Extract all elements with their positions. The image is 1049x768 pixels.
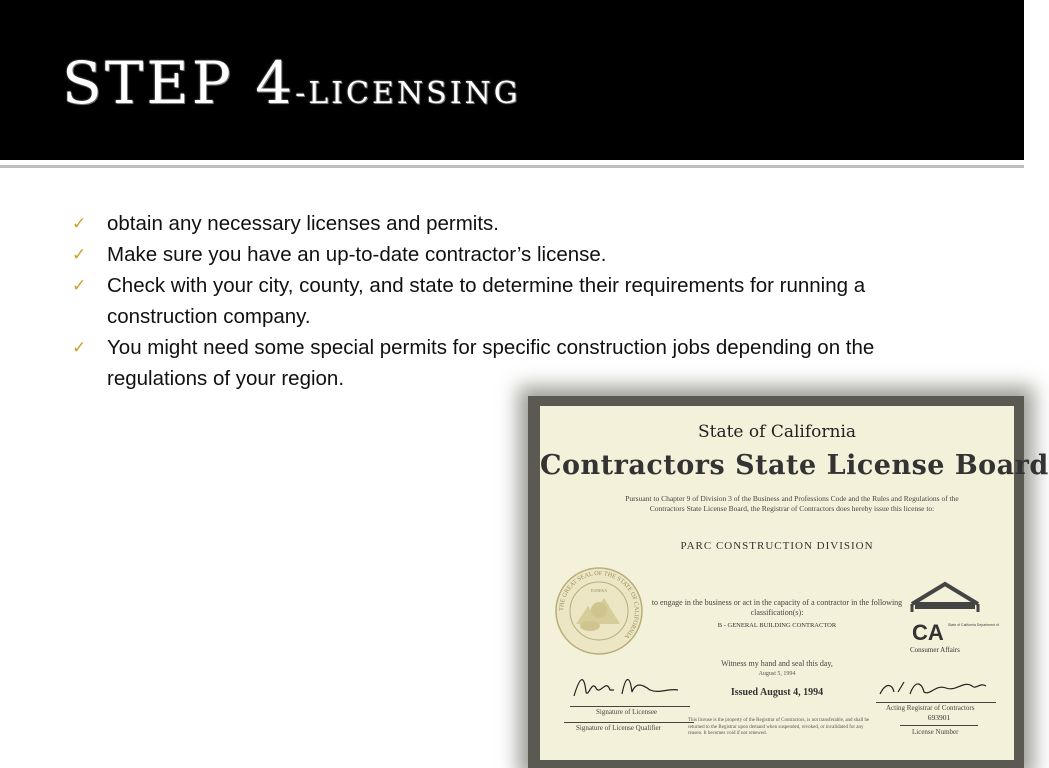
certificate-engage-text: to engage in the business or act in the capacity of a contractor in the following classification(s):	[651, 598, 903, 617]
seal-motto: EUREKA	[590, 588, 608, 593]
cslb-logo-icon	[906, 576, 999, 668]
certificate-board: Contractors State License Board	[540, 450, 1049, 481]
slide-title-suffix: -LICENSING	[295, 76, 521, 111]
slide-title	[62, 49, 521, 117]
seal-text: THE GREAT SEAL OF THE STATE OF CALIFORNIA	[557, 569, 641, 640]
license-number: 693901	[927, 713, 951, 722]
license-number-line	[900, 725, 978, 726]
state-seal-icon	[554, 566, 644, 656]
dca-mark: CA	[912, 620, 944, 645]
certificate-issued-date: Issued August 4, 1994	[730, 687, 824, 698]
licensee-signature	[570, 668, 680, 704]
registrar-signature	[876, 672, 996, 702]
cslb-logo-text: CSLB	[931, 593, 959, 604]
bullet-text: Check with your city, county, and state to determine their requirements for running a construction company.	[107, 274, 866, 328]
check-icon: ✓	[72, 276, 87, 295]
registrar-label: Acting Registrar of Contractors	[886, 704, 975, 712]
check-icon: ✓	[72, 338, 87, 357]
certificate-state: State of California	[697, 422, 857, 442]
certificate-pursuant-text: Pursuant to Chapter 9 of Division 3 of the Business and Professions Code and the Rules and Regulations of the Contractors State License Board, the Registrar of Contractors does hereby issue this license to:	[625, 494, 959, 513]
title-bar	[0, 0, 1024, 160]
header-divider	[0, 160, 1024, 163]
list-item	[72, 270, 972, 332]
bullet-text: obtain any necessary licenses and permits.	[107, 212, 499, 235]
slide-title-main: STEP 4	[62, 49, 296, 117]
license-number-label: License Number	[912, 728, 959, 736]
licensee-signature-line	[570, 706, 690, 707]
header-divider-shadow	[0, 165, 1024, 168]
registrar-signature-line	[876, 702, 996, 703]
check-icon: ✓	[72, 245, 87, 264]
certificate-paper	[540, 406, 1049, 760]
qualifier-signature-label: Signature of License Qualifier	[576, 724, 661, 732]
license-certificate-image	[528, 396, 1049, 768]
dca-small-text: State of California Department of	[948, 623, 999, 627]
licensee-signature-label: Signature of Licensee	[596, 708, 658, 716]
bullet-text: Make sure you have an up-to-date contractor’s license.	[107, 243, 607, 266]
qualifier-signature-line	[564, 722, 694, 723]
certificate-licensee-name: PARC CONSTRUCTION DIVISION	[680, 540, 874, 552]
dca-name: Consumer Affairs	[910, 646, 960, 654]
bullet-list	[72, 208, 972, 394]
certificate-fine-print: This license is the property of the Registrar of Contractors, is not transferable, and shall be returned to the Registrar upon demand when suspended, revoked, or invalidated for any reason. It becomes void if not renewed.	[688, 718, 870, 736]
certificate-witness: Witness my hand and seal this day,	[721, 659, 833, 668]
list-item	[72, 239, 972, 270]
list-item	[72, 208, 972, 239]
list-item	[72, 332, 972, 394]
check-icon: ✓	[72, 214, 87, 233]
bullet-text: You might need some special permits for specific construction jobs depending on the regulations of your region.	[107, 336, 875, 390]
certificate-witness-date: August 5, 1994	[758, 671, 796, 677]
certificate-classification: B - GENERAL BUILDING CONTRACTOR	[717, 622, 837, 629]
